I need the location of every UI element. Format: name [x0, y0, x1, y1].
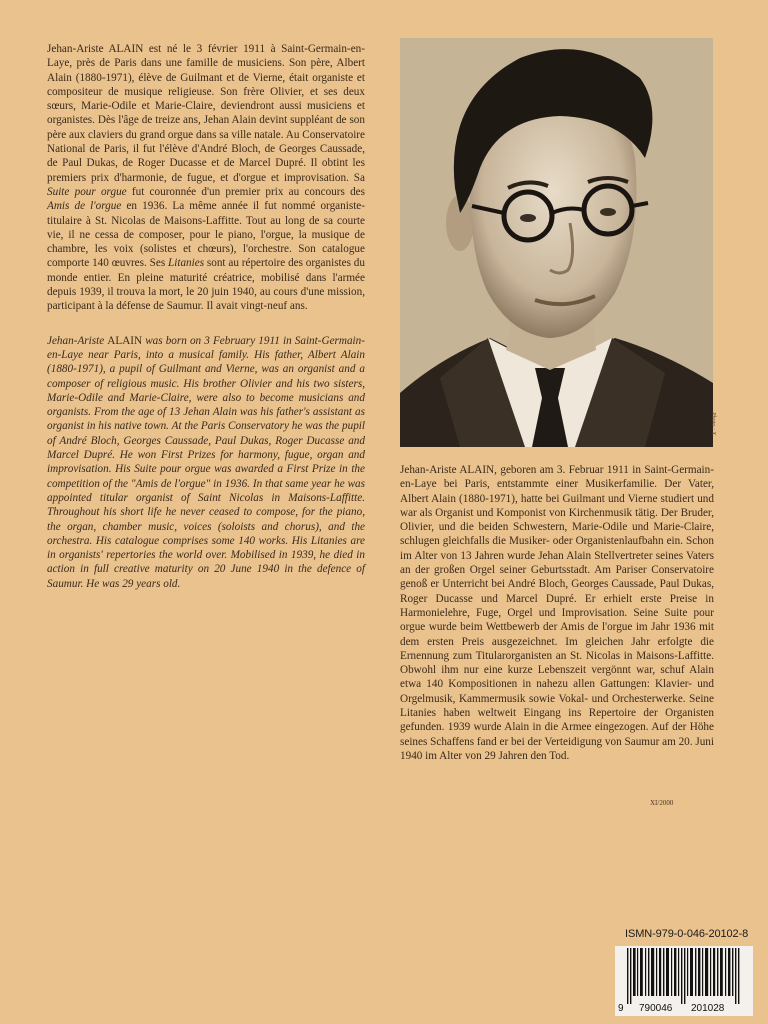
fr-italic-amis: Amis de l'orgue	[47, 200, 122, 213]
fr-italic-litanies: Litanies	[168, 257, 205, 270]
english-biography	[47, 334, 365, 591]
fr-text-3: en 1936. La même année il fut nommé organiste-titulaire à St. Nicolas de Maisons-Laffitte. Tout au long de sa courte vie, il ne cessa de composer, pour le piano, l'orgue, la musique de chambre, les voix (solistes et chœurs), l'orchestre. Son catalogue comporte 140 œuvres. Ses	[47, 200, 365, 270]
edition-date: XI/2000	[650, 799, 674, 807]
fr-text-4: sont au répertoire des organistes du monde entier. En pleine maturité créatrice, mobilisé dans l'armée depuis 1939, il trouva la mort, le 20 juin 1940, au cours d'une mission, participant à la défense de Saumur. Il avait vingt-neuf ans.	[47, 257, 365, 313]
en-text-1: Jehan-Ariste	[47, 334, 108, 347]
en-text-2: was born on 3 February 1911 in Saint-Germain-en-Laye near Paris, into a musical family. His father, Albert Alain (1880-1971), a pupil of Guilmant and Vierne, was an organist and a composer of religious music. His brother Olivier and his two sisters, Marie-Odile and Marie-Claire, were also to become musicians and organists. From the age of 13 Jehan Alain was his father's assistant as organist in his native town. At the Paris Conservatory he was the pupil of André Bloch, Georges Caussade, Paul Dukas, Roger Ducasse and Marcel Dupré. He won First Prizes for harmony, fugue, organ and improvisation. His Suite pour orgue was awarded a First Prize in the competition of the "Amis de l'orgue" in 1936. In that same year he was appointed titular organist of Saint Nicolas in Maisons-Laffitte. Throughout his short life he never ceased to compose, for the piano, the organ, chamber music, voices (soloists and chorus), and the orchestra. His catalogue comprises some 140 works. His Litanies are in organists' repertories the world over. Mobilised in 1939, he died in action in full creative maturity on 20 June 1940 in the defence of Saumur. He was 29 years old.	[47, 334, 365, 590]
french-biography	[47, 42, 365, 314]
en-upright-name: ALAIN	[107, 334, 143, 347]
ismn-number: ISMN-979-0-046-20102-8	[625, 928, 749, 940]
german-biography: Jehan-Ariste ALAIN, geboren am 3. Februar 1911 in Saint-Germain-en-Laye bei Paris, entstammte einer Musikerfamilie. Der Vater, Albert Alain (1880-1971), hatte bei Guilmant und Vierne studiert und war als Organist und Komponist von Kirchenmusik tätig. Der Bruder, Olivier, und die beiden Schwestern, Marie-Odile und Marie-Claire, schlugen gleichfalls die Musiker- oder Organistenlaufbahn ein. Schon im Alter von 13 Jahren wurde Jehan Alain Stellvertreter seines Vaters an der großen Orgel seiner Geburtsstadt. Am Pariser Conservatoire genoß er Unterricht bei André Bloch, Georges Caussade, Paul Dukas, Roger Ducasse und Marcel Dupré. Er erhielt erste Preise in Harmonielehre, Fuge, Orgel und Improvisation. Seine Suite pour orgue wurde beim Wettbewerb der Amis de l'orgue im Jahr 1936 mit dem ersten Preis ausgezeichnet. Im gleichen Jahr erfolgte die Ernennung zum Titularorganisten an St. Nicolas in Maisons-Laffitte. Obwohl ihm nur eine kurze Lebenszeit vergönnt war, schuf Alain etwa 140 Kompositionen in nahezu allen Gattungen: Klavier- und Orgelmusik, Kammermusik sowie Vokal- und Orchesterwerke. Seine Litanies haben weltweit Eingang ins Repertoire der Organisten gefunden. 1939 wurde Alain in die Armee eingezogen. Auf der Höhe seines Schaffens fand er bei der Verteidigung von Saumur am 20. Juni 1940 im Alter von 29 Jahren den Tod.	[400, 464, 715, 762]
barcode	[615, 946, 753, 1016]
fr-italic-suite: Suite pour orgue	[47, 185, 127, 198]
left-column	[47, 42, 365, 591]
barcode-bars	[615, 946, 753, 1004]
barcode-digits-right: 201028	[691, 1003, 725, 1014]
barcode-digits-left: 790046	[639, 1003, 673, 1014]
photo-credit: Photo : X	[710, 412, 716, 435]
portrait-illustration	[400, 38, 713, 447]
fr-text-1: Jehan-Ariste ALAIN est né le 3 février 1911 à Saint-Germain-en-Laye, près de Paris dans une famille de musiciens. Son père, Albert Alain (1880-1971), élève de Guilmant et de Vierne, était organiste et compositeur de musique religieuse. Son frère Olivier, et ses deux sœurs, Marie-Odile et Marie-Claire, deviendront aussi musiciens et organistes. Dès l'âge de treize ans, Jehan Alain devint suppléant de son père aux claviers du grand orgue dans sa ville natale. Au Conservatoire National de Paris, il fut l'élève d'André Bloch, de Georges Caussade, de Paul Dukas, de Roger Ducasse et de Marcel Dupré. Il obtint les premiers prix d'harmonie, de fugue, et d'orgue et improvisation. Sa	[47, 43, 365, 184]
right-column	[400, 463, 714, 763]
barcode-digit-first: 9	[618, 1003, 624, 1014]
fr-text-2: fut couronnée d'un premier prix au concours des	[126, 185, 365, 198]
portrait-photo	[400, 38, 713, 447]
